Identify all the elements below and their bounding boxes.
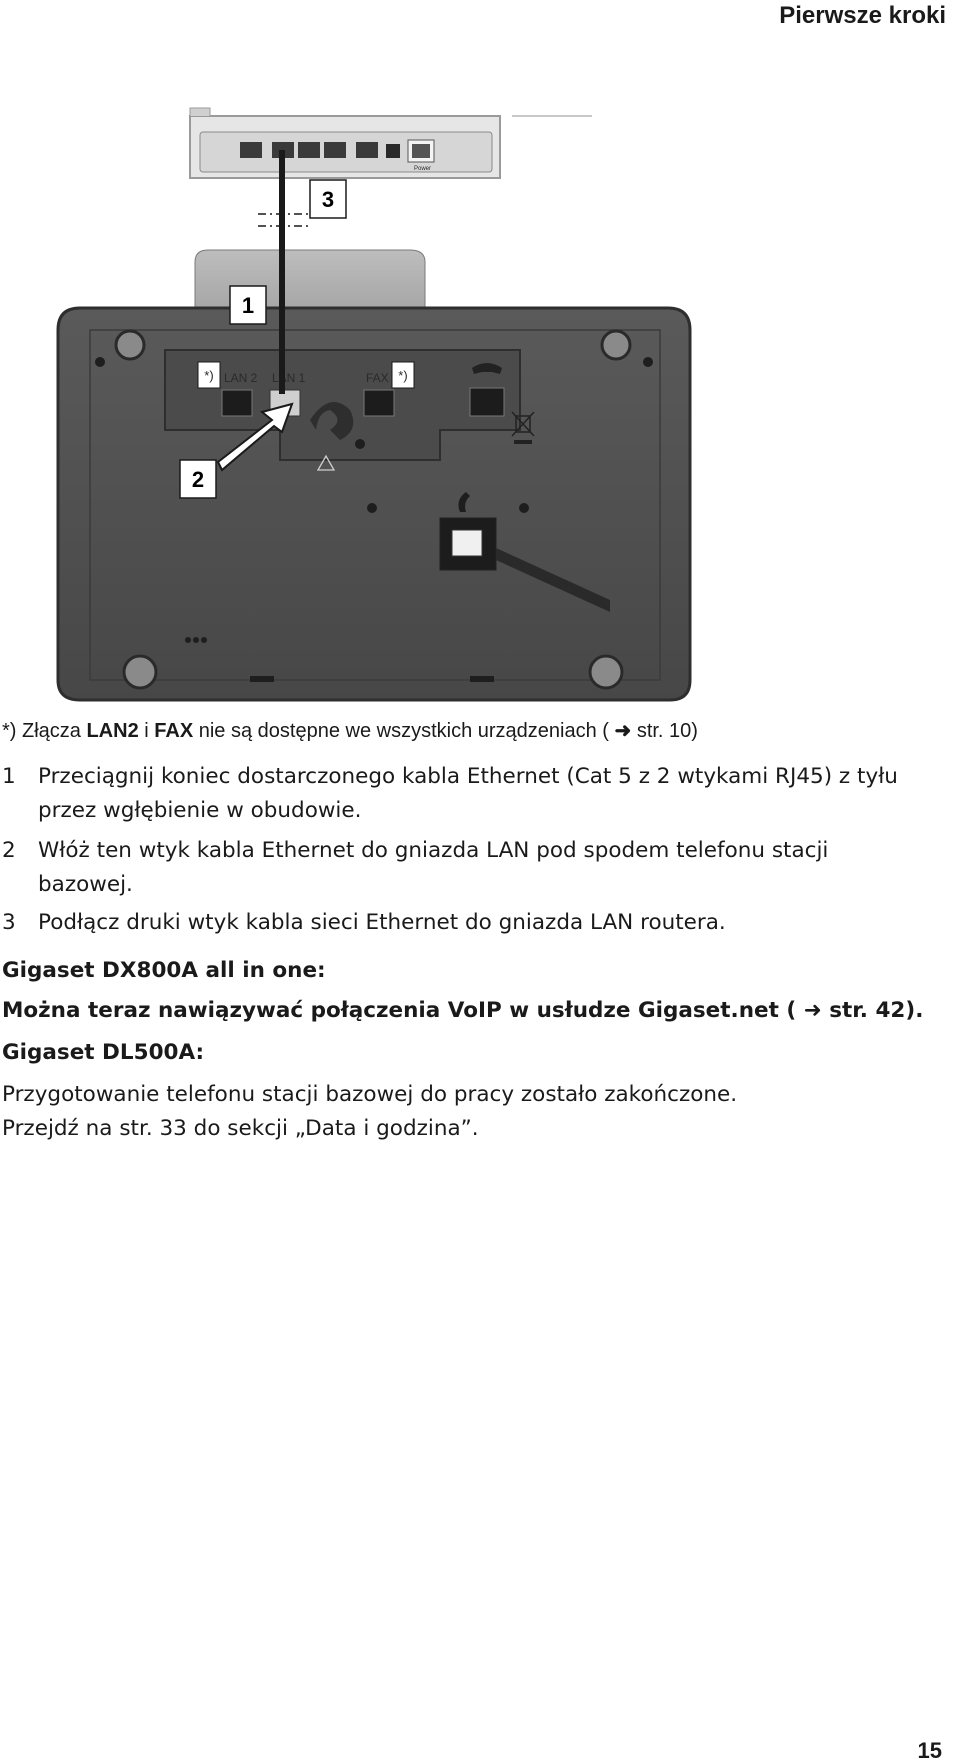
svg-text:2: 2	[191, 467, 205, 492]
router	[190, 108, 592, 178]
svg-text:*): *)	[204, 368, 214, 383]
port-label-lan1: LAN 1	[272, 371, 306, 385]
port-label-lan2: LAN 2	[224, 371, 258, 385]
step-1-cont: przez wgłębienie w obudowie.	[38, 798, 362, 823]
base-station	[58, 308, 690, 700]
callout-3	[310, 180, 346, 218]
step-1: 1 Przeciągnij koniec dostarczonego kabla Ethernet (Cat 5 z 2 wtykami RJ45) z tyłu	[2, 764, 898, 789]
dx800-text: Można teraz nawiązywać połączenia VoIP w usłudze Gigaset.net ( ➜ str. 42).	[2, 998, 924, 1023]
callout-1	[230, 286, 266, 324]
port-label-fax: FAX	[366, 371, 389, 385]
step-2: 2 Włóż ten wtyk kabla Ethernet do gniazda LAN pod spodem telefonu stacji	[2, 838, 829, 863]
dl500-line2: Przejdź na str. 33 do sekcji „Data i godzina”.	[2, 1116, 479, 1141]
dl500-heading: Gigaset DL500A:	[2, 1040, 205, 1065]
page-number: 15	[917, 1738, 942, 1763]
callout-2	[180, 460, 216, 498]
star-label-left	[198, 362, 220, 388]
router-power-label: Power	[414, 166, 432, 172]
section-header: Pierwsze kroki	[779, 2, 946, 29]
svg-text:*): *)	[398, 368, 408, 383]
arrow-icon: ➜	[803, 998, 822, 1023]
svg-text:1: 1	[241, 293, 255, 318]
svg-text:3: 3	[321, 187, 335, 212]
connection-illustration	[0, 0, 960, 720]
star-label-right	[392, 362, 414, 388]
step-3: 3 Podłącz druki wtyk kabla sieci Ethernet do gniazda LAN routera.	[2, 910, 726, 935]
dx800-heading: Gigaset DX800A all in one:	[2, 958, 326, 983]
step-2-cont: bazowej.	[38, 872, 133, 897]
footnote: *) Złącza LAN2 i FAX nie są dostępne we wszystkich urządzeniach ( ➜ str. 10)	[2, 720, 698, 742]
dl500-line1: Przygotowanie telefonu stacji bazowej do pracy zostało zakończone.	[2, 1082, 738, 1107]
arrow-icon: ➜	[614, 720, 632, 742]
